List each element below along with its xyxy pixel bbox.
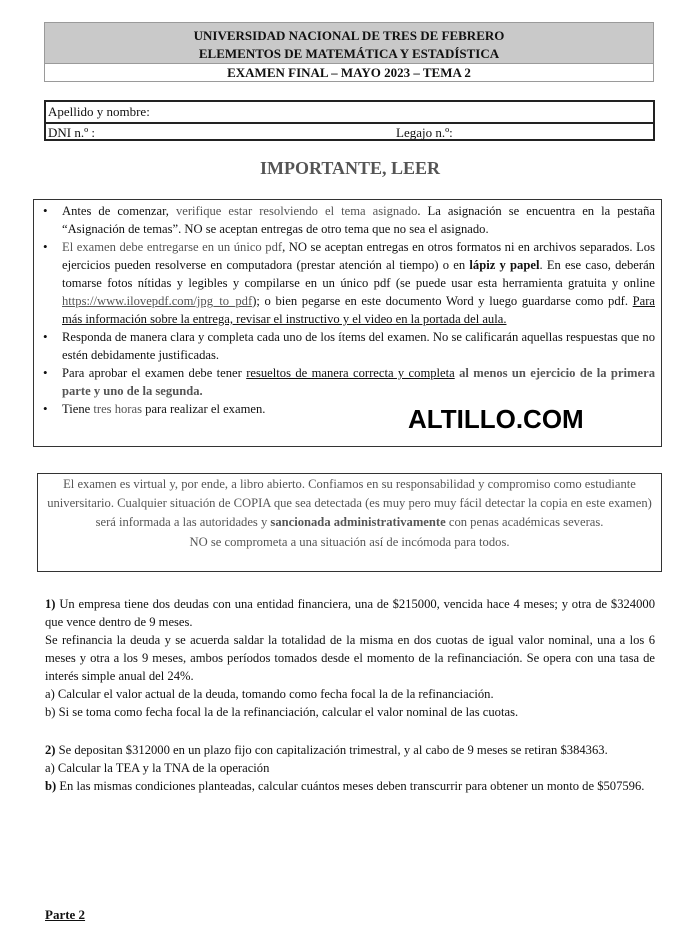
rule-item — [40, 202, 655, 238]
exam-header — [44, 22, 654, 82]
rule-text: Tiene — [62, 402, 94, 416]
legajo-label[interactable]: Legajo n.º: — [396, 125, 453, 140]
rule-text: . En ese caso, deberán tomarse fotos nítidas y legibles y compilarse en un único pdf (se puede usar esta herramienta gratuita y online — [62, 258, 655, 290]
important-title: IMPORTANTE, LEER — [259, 158, 441, 178]
notice-text: El examen es virtual y, por ende, a libro abierto. Confiamos en su responsabilidad y compromiso como estudiante universitario. Cualquier situación de COPIA que sea detectada (es muy pero muy fácil detectar la copia en este examen) será informada a las autoridades y — [47, 477, 652, 529]
exercise-text: En las mismas condiciones planteadas, calcular cuántos meses deben transcurrir para obtener un monto de $507596. — [56, 779, 645, 793]
rule-text: Para aprobar el examen debe tener — [62, 366, 247, 380]
rule-text: , NO se aceptan entregas en otros formatos ni en archivos separados. Los ejercicios pueden resolverse en computadora (prestar atención al tiempo) o en — [62, 240, 655, 272]
dni-label[interactable]: DNI n.º : — [48, 125, 95, 140]
item-label: b) — [45, 779, 57, 793]
exercise-text: Un empresa tiene dos deudas con una entidad financiera, una de $215000, vencida hace 4 meses; y otra de $324000 que vence dentro de 9 meses. — [45, 597, 655, 629]
subject-name: ELEMENTOS DE MATEMÁTICA Y ESTADÍSTICA — [198, 46, 500, 61]
student-id-box — [44, 100, 655, 141]
rule-item — [40, 364, 655, 400]
rule-bold: lápiz y papel — [469, 258, 540, 272]
exercise-number: 1) — [45, 597, 56, 611]
rule-highlight: tres horas — [93, 402, 142, 416]
ilovepdf-link[interactable]: https://www.ilovepdf.com/jpg_to_pdf — [62, 294, 253, 308]
header-grey-band — [45, 23, 653, 63]
exercise-1-detail: Se refinancia la deuda y se acuerda saldar la totalidad de la misma en dos cuotas de igual valor nominal, una a los 6 meses y otra a los 9 meses, ambos períodos tomados desde el momento de la refinanciación. Se opera con una tasa de interés simple anual del 24%. — [45, 633, 655, 683]
rule-text: . La asignación se encuentra en la pestaña “Asignación de temas”. NO se aceptan entregas de otro tema que no sea el asignado. — [62, 204, 655, 236]
university-name: UNIVERSIDAD NACIONAL DE TRES DE FEBRERO — [193, 28, 505, 43]
rule-underlined: resueltos de manera correcta y completa — [246, 366, 455, 380]
exercise-text: Se depositan $312000 en un plazo fijo con capitalización trimestral, y al cabo de 9 meses se retiran $384363. — [55, 743, 608, 757]
exam-title: EXAMEN FINAL – MAYO 2023 – TEMA 2 — [45, 63, 653, 83]
part-2-heading: Parte 2 — [45, 907, 86, 922]
exercise-2-statement — [45, 741, 655, 759]
watermark: ALTILLO.COM — [408, 404, 584, 434]
rule-text: Responda de manera clara y completa cada uno de los ítems del examen. No se calificarán aquellas respuestas que no estén debidamente justificadas. — [62, 330, 655, 362]
name-field[interactable] — [46, 102, 653, 124]
exercise-1-statement — [45, 595, 655, 631]
exercise-1 — [45, 595, 655, 721]
rule-text: ); o bien pegarse en este documento Word y luego guardarse como pdf. — [252, 294, 633, 308]
exercise-2 — [45, 741, 655, 795]
name-label: Apellido y nombre: — [48, 104, 150, 119]
exercise-number: 2) — [45, 743, 56, 757]
notice-paragraph — [46, 475, 653, 532]
dni-row — [46, 124, 653, 141]
rule-item — [40, 328, 655, 364]
exercise-2-item-b — [45, 777, 655, 795]
instructions-link[interactable]: Para más información sobre la entrega, revisar el instructivo y el video en la portada del aula. — [62, 294, 655, 326]
notice-closing: NO se comprometa a una situación así de incómoda para todos. — [189, 535, 510, 549]
exercise-1-item-b: b) Si se toma como fecha focal la de la refinanciación, calcular el valor nominal de las cuotas. — [45, 705, 519, 719]
rule-item — [40, 238, 655, 328]
notice-bold: sancionada administrativamente — [270, 515, 446, 529]
exercise-2-item-a: a) Calcular la TEA y la TNA de la operación — [45, 761, 270, 775]
exercise-1-item-a: a) Calcular el valor actual de la deuda, tomando como fecha focal la de la refinanciación. — [45, 687, 494, 701]
rule-text: para realizar el examen. — [142, 402, 266, 416]
rule-bold: al menos un ejercicio de la primera parte y uno de la segunda. — [62, 366, 655, 398]
rule-highlight: El examen debe entregarse en un único pdf — [62, 240, 283, 254]
rule-highlight: verifique estar resolviendo el tema asignado — [175, 204, 418, 218]
notice-text: con penas académicas severas. — [445, 515, 604, 529]
rules-list — [40, 202, 655, 418]
rule-text: Antes de comenzar, — [62, 204, 176, 218]
integrity-notice — [37, 473, 662, 572]
